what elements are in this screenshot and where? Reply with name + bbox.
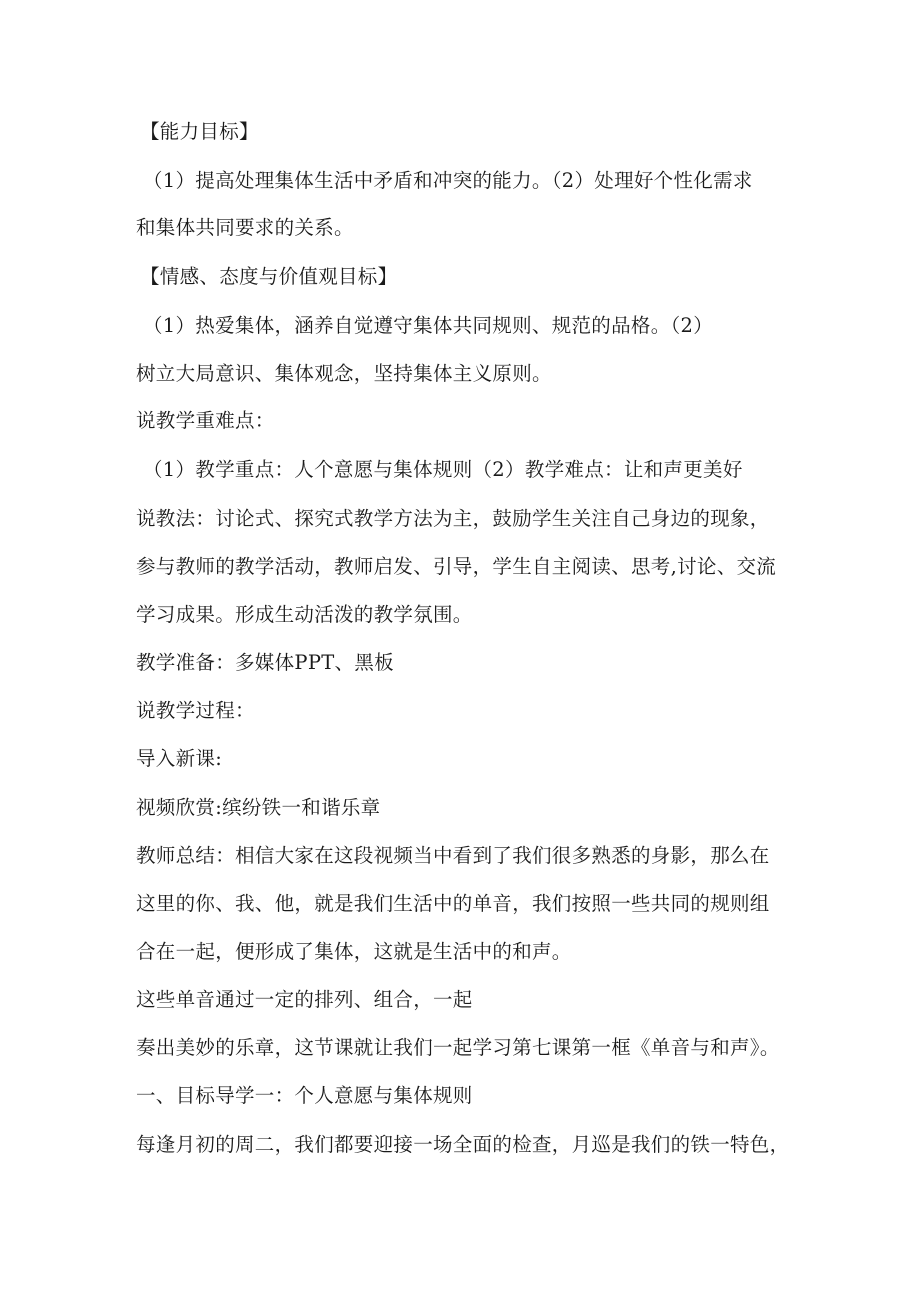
paragraph-line: 说教法：讨论式、探究式教学方法为主，鼓励学生关注自己身边的现象，: [136, 507, 770, 530]
paragraph-line: 这里的你、我、他，就是我们生活中的单音，我们按照一些共同的规则组: [136, 892, 770, 915]
paragraph-line: 合在一起，便形成了集体，这就是生活中的和声。: [136, 940, 572, 963]
paragraph-line: 奏出美妙的乐章，这节课就让我们一起学习第七课第一框《单音与和声》。: [136, 1036, 780, 1059]
paragraph-line: 树立大局意识、集体观念，坚持集体主义原则。: [136, 362, 552, 385]
paragraph-line: 参与教师的教学活动，教师启发、引导，学生自主阅读、思考,讨论、交流: [136, 555, 777, 578]
paragraph-line: 每逢月初的周二，我们都要迎接一场全面的检查，月巡是我们的铁一特色，: [136, 1133, 790, 1156]
heading-ability-goals: 【能力目标】: [140, 120, 259, 143]
paragraph-line: （1）提高处理集体生活中矛盾和冲突的能力。（2）处理好个性化需求: [143, 169, 753, 192]
paragraph-line: 教师总结：相信大家在这段视频当中看到了我们很多熟悉的身影，那么在: [136, 844, 770, 867]
section-heading: 一、目标导学一：个人意愿与集体规则: [136, 1084, 473, 1107]
paragraph-line: 和集体共同要求的关系。: [136, 216, 354, 239]
paragraph-line: （1）教学重点：人个意愿与集体规则（2）教学难点：让和声更美好: [143, 458, 743, 481]
section-heading: 说教学重难点：: [136, 409, 275, 432]
paragraph-line: 教学准备：多媒体PPT、黑板: [136, 651, 394, 674]
paragraph-line: 学习成果。形成生动活泼的教学氛围。: [136, 603, 473, 626]
paragraph-line: 这些单音通过一定的排列、组合，一起: [136, 988, 473, 1011]
heading-emotion-goals: 【情感、态度与价值观目标】: [140, 265, 398, 288]
paragraph-line: （1）热爱集体，涵养自觉遵守集体共同规则、规范的品格。（2）: [143, 314, 714, 337]
section-heading: 说教学过程：: [136, 699, 255, 722]
paragraph-line: 视频欣赏:缤纷铁一和谐乐章: [136, 796, 381, 819]
paragraph-line: 导入新课:: [136, 747, 223, 770]
